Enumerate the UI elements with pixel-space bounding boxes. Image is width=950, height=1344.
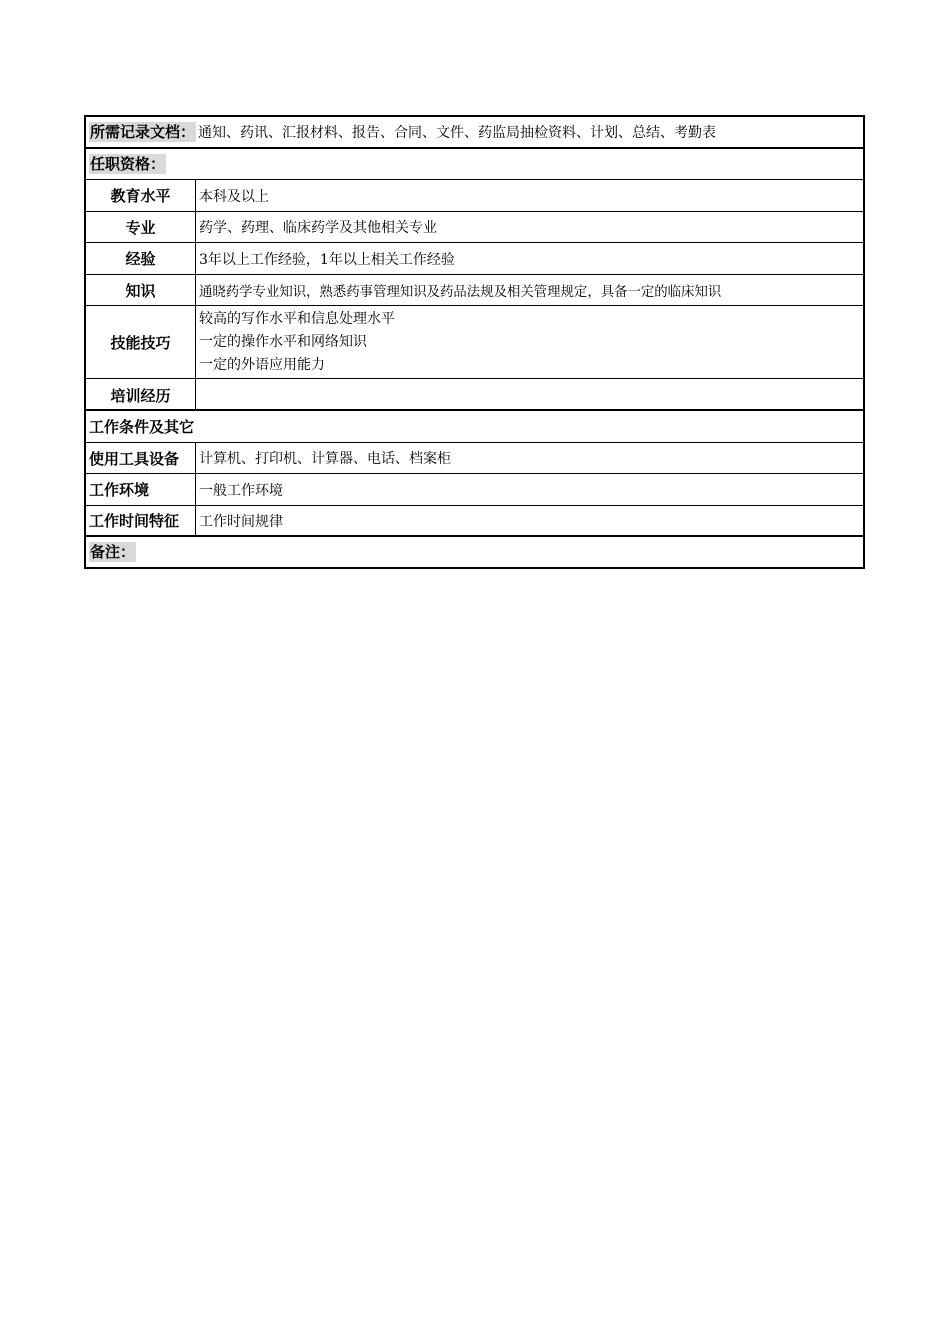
major-value: 药学、药理、临床药学及其他相关专业 [199,220,437,236]
records-row [86,117,863,149]
remarks-cell [86,537,863,567]
training-row [86,379,863,411]
skills-row [86,306,863,379]
training-label: 培训经历 [86,379,196,409]
knowledge-value: 通晓药学专业知识，熟悉药事管理知识及药品法规及相关管理规定，具备一定的临床知识 [199,284,722,300]
environment-value: 一般工作环境 [199,482,283,499]
experience-value: 3年以上工作经验，1年以上相关工作经验 [199,251,455,268]
remarks-label: 备注： [90,543,136,561]
qualifications-header-row [86,149,863,180]
knowledge-row [86,275,863,306]
qualifications-header-cell [86,149,863,179]
environment-label: 工作环境 [86,474,196,505]
records-cell [86,117,863,147]
conditions-header: 工作条件及其它 [89,418,195,436]
tools-row [86,443,863,474]
education-value: 本科及以上 [199,188,269,205]
tools-label: 使用工具设备 [86,443,196,473]
training-value [196,379,863,409]
tools-value: 计算机、打印机、计算器、电话、档案柜 [199,451,451,467]
education-label: 教育水平 [86,180,196,211]
remarks-row [86,537,863,567]
conditions-header-cell [86,411,863,442]
work-hours-label: 工作时间特征 [86,506,196,535]
records-value: 通知、药讯、汇报材料、报告、合同、文件、药监局抽检资料、计划、总结、考勤表 [198,125,717,141]
skills-label: 技能技巧 [86,306,196,378]
records-label: 所需记录文档： [90,123,196,141]
experience-row [86,243,863,275]
work-hours-row [86,506,863,537]
education-row [86,180,863,212]
major-label: 专业 [86,212,196,242]
skills-line-2: 一定的操作水平和网络知识 [199,333,367,350]
major-row [86,212,863,243]
experience-label: 经验 [86,243,196,274]
conditions-header-row [86,411,863,443]
skills-line-3: 一定的外语应用能力 [199,356,325,373]
job-description-table [84,115,865,569]
skills-line-1: 较高的写作水平和信息处理水平 [199,310,395,327]
environment-row [86,474,863,506]
work-hours-value: 工作时间规律 [199,513,283,530]
qualifications-header: 任职资格： [90,155,166,173]
skills-value [196,306,863,378]
knowledge-label: 知识 [86,275,196,305]
